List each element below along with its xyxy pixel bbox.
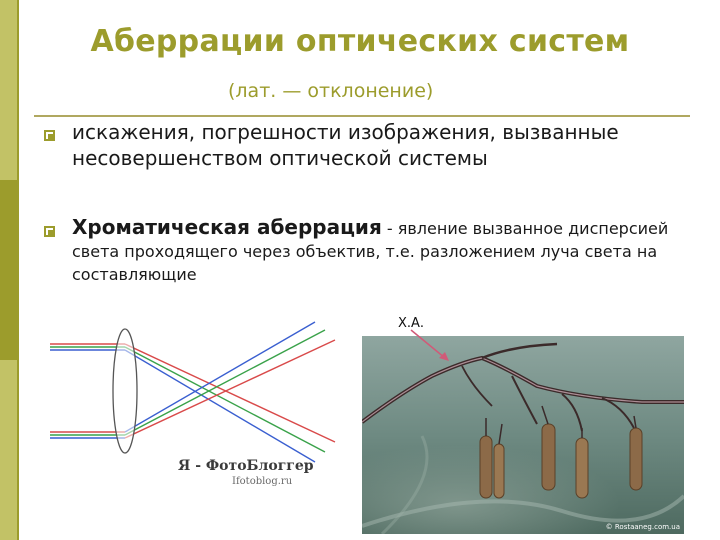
bullet-icon xyxy=(44,130,55,141)
side-stripe-line xyxy=(17,0,19,540)
term-dash: - xyxy=(381,219,398,238)
bullet-icon xyxy=(44,226,55,237)
lens-watermark-url: Ifotoblog.ru xyxy=(232,476,293,487)
ray-red-refracted-top xyxy=(125,344,335,442)
side-stripe-middle xyxy=(0,180,17,360)
term-chromatic-aberration: Хроматическая аберрация xyxy=(72,215,382,239)
lens-shape xyxy=(113,329,137,453)
ray-blue-refracted-bottom xyxy=(125,322,315,432)
lens-watermark: Я - ФотоБлоггер xyxy=(178,458,314,474)
term-description: явление вызванное дисперсией света проходящего через объектив, т.е. разложением луча света на составляющие xyxy=(72,219,669,284)
side-stripe-bottom xyxy=(0,360,17,540)
slide-title: Аберрации оптических систем xyxy=(90,24,630,59)
ray-green-refracted-bottom xyxy=(125,330,325,435)
title-divider xyxy=(34,115,690,117)
bullet-text-definition: искажения, погрешности изображения, вызванные несовершенством оптической системы xyxy=(72,120,619,170)
refracted-rays xyxy=(125,322,335,462)
bullet-text-chromatic xyxy=(72,216,697,286)
annotation-label: Х.А. xyxy=(398,316,425,331)
ray-green-refracted-top xyxy=(125,347,325,452)
annotation-arrow-icon xyxy=(405,328,455,368)
photo-credit: © Rostaaneg.com.ua xyxy=(605,523,680,531)
side-stripe-top xyxy=(0,0,17,180)
ray-blue-refracted-top xyxy=(125,350,315,462)
ray-red-refracted-bottom xyxy=(125,340,335,438)
slide-subtitle: (лат. — отклонение) xyxy=(228,80,434,102)
